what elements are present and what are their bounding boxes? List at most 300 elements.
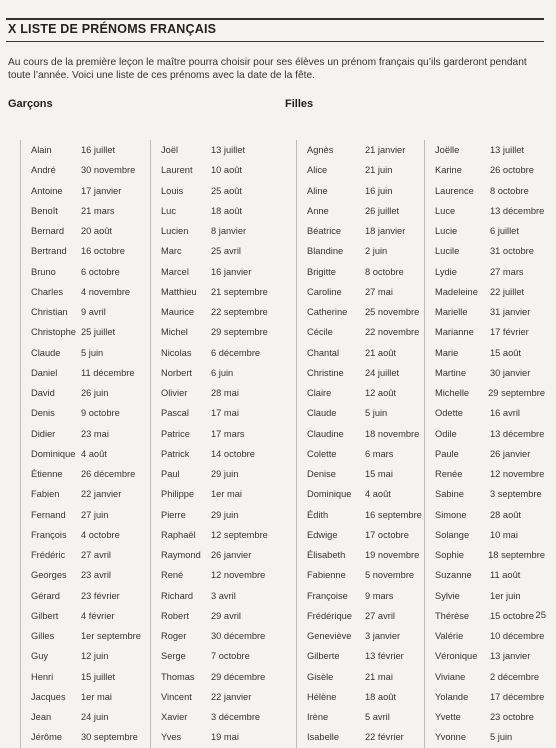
list-item <box>151 565 277 585</box>
list-item <box>21 545 151 565</box>
list-item <box>21 646 151 666</box>
boys-heading: Garçons <box>8 98 53 110</box>
list-item <box>425 626 545 646</box>
list-item <box>21 302 151 322</box>
first-name: Karine <box>435 165 462 176</box>
list-item <box>21 707 151 727</box>
feast-date: 24 juin <box>81 712 109 723</box>
girls-column-2 <box>424 140 545 748</box>
feast-date: 29 juin <box>211 509 239 520</box>
list-item <box>297 363 425 383</box>
list-item <box>297 707 425 727</box>
first-name: Benoît <box>31 205 58 216</box>
feast-date: 6 octobre <box>81 266 120 277</box>
first-name: Laurence <box>435 185 474 196</box>
list-item <box>425 525 545 545</box>
feast-date: 12 novembre <box>211 570 266 581</box>
feast-date: 10 décembre <box>490 631 545 642</box>
first-name: Joël <box>161 145 179 156</box>
feast-date: 26 octobre <box>490 165 534 176</box>
first-name: Guy <box>31 651 49 662</box>
feast-date: 5 juin <box>365 408 388 419</box>
list-item <box>297 606 425 626</box>
girls-column-1 <box>296 140 425 748</box>
list-item <box>297 383 425 403</box>
feast-date: 21 août <box>365 347 397 358</box>
list-item <box>21 403 151 423</box>
feast-date: 2 décembre <box>490 671 540 682</box>
list-item <box>21 464 151 484</box>
feast-date: 6 mars <box>365 448 394 459</box>
list-item <box>297 160 425 180</box>
first-name: Michel <box>161 327 188 338</box>
first-name: Bruno <box>31 266 56 277</box>
first-name: Bernard <box>31 226 65 237</box>
list-item <box>151 343 277 363</box>
feast-date: 30 janvier <box>490 367 531 378</box>
list-item <box>151 363 277 383</box>
feast-date: 14 octobre <box>211 448 255 459</box>
list-item <box>151 606 277 626</box>
feast-date: 27 juin <box>81 509 109 520</box>
feast-date: 29 septembre <box>488 388 545 399</box>
list-item <box>151 403 277 423</box>
feast-date: 22 février <box>365 732 404 743</box>
list-item <box>21 505 151 525</box>
first-name: Dominique <box>307 489 352 500</box>
feast-date: 8 octobre <box>365 266 404 277</box>
feast-date: 13 décembre <box>490 205 545 216</box>
feast-date: 9 avril <box>81 307 106 318</box>
first-name: Louis <box>161 185 184 196</box>
list-item <box>21 322 151 342</box>
first-name: Béatrice <box>307 226 342 237</box>
list-item <box>297 565 425 585</box>
list-item <box>425 444 545 464</box>
feast-date: 6 juillet <box>490 226 519 237</box>
feast-date: 16 septembre <box>365 509 422 520</box>
list-item <box>151 626 277 646</box>
list-item <box>425 424 545 444</box>
list-item <box>151 646 277 666</box>
feast-date: 17 décembre <box>490 691 545 702</box>
feast-date: 18 novembre <box>365 428 420 439</box>
first-name: Olivier <box>161 388 188 399</box>
list-item <box>297 687 425 707</box>
list-item <box>425 545 545 565</box>
first-name: Odette <box>435 408 463 419</box>
first-name: Yvette <box>435 712 461 723</box>
first-name: Robert <box>161 610 189 621</box>
list-item <box>425 667 545 687</box>
boys-column-1 <box>20 140 151 748</box>
feast-date: 23 mai <box>81 428 109 439</box>
list-item <box>21 160 151 180</box>
first-name: Geneviève <box>307 631 352 642</box>
first-name: Catherine <box>307 307 348 318</box>
list-item <box>297 484 425 504</box>
list-item <box>425 707 545 727</box>
first-name: Claude <box>307 408 337 419</box>
feast-date: 18 janvier <box>365 226 406 237</box>
feast-date: 1er juin <box>490 590 521 601</box>
first-name: Fabienne <box>307 570 346 581</box>
list-item <box>425 505 545 525</box>
feast-date: 27 avril <box>81 550 111 561</box>
first-name: Antoine <box>31 185 63 196</box>
first-name: Renée <box>435 469 463 480</box>
feast-date: 1er septembre <box>81 631 141 642</box>
first-name: Vincent <box>161 691 192 702</box>
feast-date: 22 septembre <box>211 307 268 318</box>
first-name: Christine <box>307 367 344 378</box>
first-name: Laurent <box>161 165 193 176</box>
first-name: Michelle <box>435 388 470 399</box>
first-name: André <box>31 165 56 176</box>
first-name: Alice <box>307 165 328 176</box>
feast-date: 28 août <box>490 509 522 520</box>
feast-date: 13 juillet <box>490 145 525 156</box>
feast-date: 5 avril <box>365 712 390 723</box>
feast-date: 25 avril <box>211 246 241 257</box>
first-name: François <box>31 529 67 540</box>
first-name: Alain <box>31 145 52 156</box>
intro-paragraph: Au cours de la première leçon le maître pourra choisir pour ses élèves un prénom français qu’ils garderont pendant toute l’année. Voici une liste de ces prénoms avec la date de la fête. <box>8 57 527 81</box>
feast-date: 29 juin <box>211 469 239 480</box>
first-name: René <box>161 570 184 581</box>
feast-date: 3 janvier <box>365 631 401 642</box>
feast-date: 12 août <box>365 388 397 399</box>
feast-date: 25 juillet <box>81 327 116 338</box>
list-item <box>297 545 425 565</box>
feast-date: 26 décembre <box>81 469 136 480</box>
feast-date: 30 décembre <box>211 631 266 642</box>
list-item <box>21 424 151 444</box>
list-item <box>21 484 151 504</box>
feast-date: 22 juillet <box>490 286 525 297</box>
first-name: Hélène <box>307 691 337 702</box>
first-name: Roger <box>161 631 187 642</box>
first-name: Jacques <box>31 691 66 702</box>
feast-date: 22 janvier <box>81 489 122 500</box>
feast-date: 16 juillet <box>81 145 116 156</box>
list-item <box>297 525 425 545</box>
feast-date: 11 décembre <box>81 367 135 378</box>
list-item <box>297 667 425 687</box>
boys-column-2 <box>150 140 277 748</box>
first-name: Claude <box>31 347 61 358</box>
list-item <box>21 727 151 747</box>
list-item <box>297 586 425 606</box>
first-name: Lydie <box>435 266 457 277</box>
list-item <box>21 241 151 261</box>
list-item <box>21 667 151 687</box>
feast-date: 25 août <box>211 185 243 196</box>
list-item <box>297 262 425 282</box>
first-name: Thérèse <box>435 610 470 621</box>
first-name: Gilbert <box>31 610 59 621</box>
list-item <box>21 343 151 363</box>
first-name: Caroline <box>307 286 342 297</box>
feast-date: 27 avril <box>365 610 395 621</box>
list-item <box>151 181 277 201</box>
feast-date: 25 novembre <box>365 307 420 318</box>
first-name: Thomas <box>161 671 195 682</box>
first-name: Philippe <box>161 489 195 500</box>
list-item <box>425 586 545 606</box>
first-name: Pascal <box>161 408 189 419</box>
list-item <box>297 302 425 322</box>
list-item <box>425 322 545 342</box>
feast-date: 29 septembre <box>211 327 268 338</box>
feast-date: 8 janvier <box>211 226 247 237</box>
first-name: Christophe <box>31 327 76 338</box>
list-item <box>21 201 151 221</box>
first-name: Cécile <box>307 327 333 338</box>
first-name: Patrice <box>161 428 190 439</box>
feast-date: 17 février <box>490 327 529 338</box>
list-item <box>297 201 425 221</box>
first-name: Joëlle <box>435 145 460 156</box>
feast-date: 4 août <box>365 489 391 500</box>
first-name: Claire <box>307 388 332 399</box>
list-item <box>297 424 425 444</box>
feast-date: 13 février <box>365 651 404 662</box>
feast-date: 31 octobre <box>490 246 534 257</box>
feast-date: 27 mars <box>490 266 524 277</box>
list-item <box>21 444 151 464</box>
feast-date: 3 décembre <box>211 712 261 723</box>
list-item <box>425 484 545 504</box>
feast-date: 16 juin <box>365 185 393 196</box>
list-item <box>297 444 425 464</box>
feast-date: 15 juillet <box>81 671 116 682</box>
list-item <box>151 262 277 282</box>
first-name: Frédérique <box>307 610 352 621</box>
first-name: Simone <box>435 509 467 520</box>
list-item <box>425 302 545 322</box>
feast-date: 10 mai <box>490 529 518 540</box>
list-item <box>297 343 425 363</box>
first-name: Raymond <box>161 550 201 561</box>
feast-date: 28 mai <box>211 388 239 399</box>
list-item <box>151 545 277 565</box>
list-item <box>425 262 545 282</box>
list-item <box>151 302 277 322</box>
feast-date: 10 août <box>211 165 243 176</box>
first-name: Colette <box>307 448 337 459</box>
first-name: Odile <box>435 428 457 439</box>
list-item <box>151 707 277 727</box>
list-item <box>297 505 425 525</box>
list-item <box>151 241 277 261</box>
first-name: Maurice <box>161 307 195 318</box>
first-name: Fernand <box>31 509 66 520</box>
feast-date: 18 août <box>365 691 397 702</box>
first-name: Valérie <box>435 631 464 642</box>
first-name: Edwige <box>307 529 338 540</box>
first-name: Richard <box>161 590 194 601</box>
first-name: Lucien <box>161 226 189 237</box>
list-item <box>425 363 545 383</box>
list-item <box>425 160 545 180</box>
feast-date: 9 octobre <box>81 408 120 419</box>
feast-date: 21 septembre <box>211 286 268 297</box>
list-item <box>297 221 425 241</box>
first-name: Yves <box>161 732 182 743</box>
feast-date: 19 mai <box>211 732 239 743</box>
list-item <box>151 201 277 221</box>
list-item <box>151 667 277 687</box>
first-name: Paule <box>435 448 459 459</box>
feast-date: 18 septembre <box>488 550 545 561</box>
feast-date: 29 décembre <box>211 671 266 682</box>
first-name: Nicolas <box>161 347 192 358</box>
list-item <box>425 727 545 747</box>
feast-date: 29 avril <box>211 610 241 621</box>
first-name: Luce <box>435 205 456 216</box>
feast-date: 4 octobre <box>81 529 120 540</box>
list-item <box>297 241 425 261</box>
first-name: Marianne <box>435 327 474 338</box>
list-item <box>425 241 545 261</box>
first-name: Madeleine <box>435 286 478 297</box>
list-item <box>151 505 277 525</box>
list-item <box>297 140 425 160</box>
first-name: Xavier <box>161 712 188 723</box>
list-item <box>21 586 151 606</box>
list-item <box>21 262 151 282</box>
first-name: Irène <box>307 712 329 723</box>
list-item <box>425 687 545 707</box>
first-name: Gilberte <box>307 651 340 662</box>
first-name: Élisabeth <box>307 550 346 561</box>
list-item <box>21 282 151 302</box>
first-name: Sylvie <box>435 590 460 601</box>
first-name: Matthieu <box>161 286 197 297</box>
feast-date: 15 mai <box>365 469 393 480</box>
list-item <box>425 606 545 626</box>
first-name: Sabine <box>435 489 464 500</box>
feast-date: 11 août <box>490 570 521 581</box>
first-name: Didier <box>31 428 56 439</box>
feast-date: 23 février <box>81 590 120 601</box>
feast-date: 22 janvier <box>211 691 252 702</box>
feast-date: 23 octobre <box>490 712 534 723</box>
first-name: Charles <box>31 286 64 297</box>
first-name: Patrick <box>161 448 190 459</box>
list-item <box>425 181 545 201</box>
header-rule <box>6 41 544 42</box>
list-item <box>21 363 151 383</box>
first-name: Bertrand <box>31 246 67 257</box>
feast-date: 13 décembre <box>490 428 545 439</box>
first-name: Lucile <box>435 246 460 257</box>
list-item <box>151 727 277 747</box>
feast-date: 17 mars <box>211 428 245 439</box>
first-name: Viviane <box>435 671 466 682</box>
list-item <box>297 181 425 201</box>
feast-date: 8 octobre <box>490 185 529 196</box>
feast-date: 6 juin <box>211 367 234 378</box>
first-name: Pierre <box>161 509 186 520</box>
first-name: Anne <box>307 205 329 216</box>
feast-date: 17 mai <box>211 408 239 419</box>
feast-date: 26 janvier <box>211 550 252 561</box>
list-item <box>21 181 151 201</box>
feast-date: 27 mai <box>365 286 393 297</box>
list-item <box>21 140 151 160</box>
feast-date: 19 novembre <box>365 550 420 561</box>
first-name: Christian <box>31 307 68 318</box>
feast-date: 12 novembre <box>490 469 545 480</box>
feast-date: 9 mars <box>365 590 394 601</box>
first-name: Yvonne <box>435 732 467 743</box>
feast-date: 17 janvier <box>81 185 122 196</box>
list-item <box>151 444 277 464</box>
list-item <box>151 525 277 545</box>
feast-date: 21 mars <box>81 205 115 216</box>
list-item <box>151 282 277 302</box>
list-item <box>21 606 151 626</box>
first-name: Serge <box>161 651 186 662</box>
feast-date: 15 août <box>490 347 522 358</box>
first-name: Dominique <box>31 448 76 459</box>
first-name: Paul <box>161 469 180 480</box>
list-item <box>151 586 277 606</box>
list-item <box>425 646 545 666</box>
feast-date: 21 mai <box>365 671 393 682</box>
feast-date: 15 octobre <box>490 610 534 621</box>
first-name: Luc <box>161 205 176 216</box>
feast-date: 26 juin <box>81 388 109 399</box>
feast-date: 1er mai <box>211 489 243 500</box>
first-name: Raphaël <box>161 529 196 540</box>
feast-date: 13 janvier <box>490 651 531 662</box>
feast-date: 18 août <box>211 205 243 216</box>
feast-date: 1er mai <box>81 691 113 702</box>
first-name: Brigitte <box>307 266 336 277</box>
first-name: Daniel <box>31 367 58 378</box>
list-item <box>151 484 277 504</box>
list-item <box>297 646 425 666</box>
first-name: Véronique <box>435 651 478 662</box>
feast-date: 21 juin <box>365 165 393 176</box>
list-item <box>151 140 277 160</box>
list-item <box>425 565 545 585</box>
feast-date: 4 février <box>81 610 115 621</box>
list-item <box>425 201 545 221</box>
first-name: Marie <box>435 347 459 358</box>
feast-date: 5 novembre <box>365 570 415 581</box>
first-name: Gisèle <box>307 671 334 682</box>
feast-date: 26 juillet <box>365 205 400 216</box>
feast-date: 22 novembre <box>365 327 420 338</box>
feast-date: 7 octobre <box>211 651 250 662</box>
first-name: Denis <box>31 408 55 419</box>
first-name: Georges <box>31 570 67 581</box>
list-item <box>21 626 151 646</box>
list-item <box>297 282 425 302</box>
feast-date: 21 janvier <box>365 145 406 156</box>
first-name: Marielle <box>435 307 468 318</box>
list-item <box>425 221 545 241</box>
first-name: Solange <box>435 529 470 540</box>
feast-date: 3 avril <box>211 590 236 601</box>
list-item <box>21 525 151 545</box>
list-item <box>151 160 277 180</box>
feast-date: 30 septembre <box>81 732 138 743</box>
